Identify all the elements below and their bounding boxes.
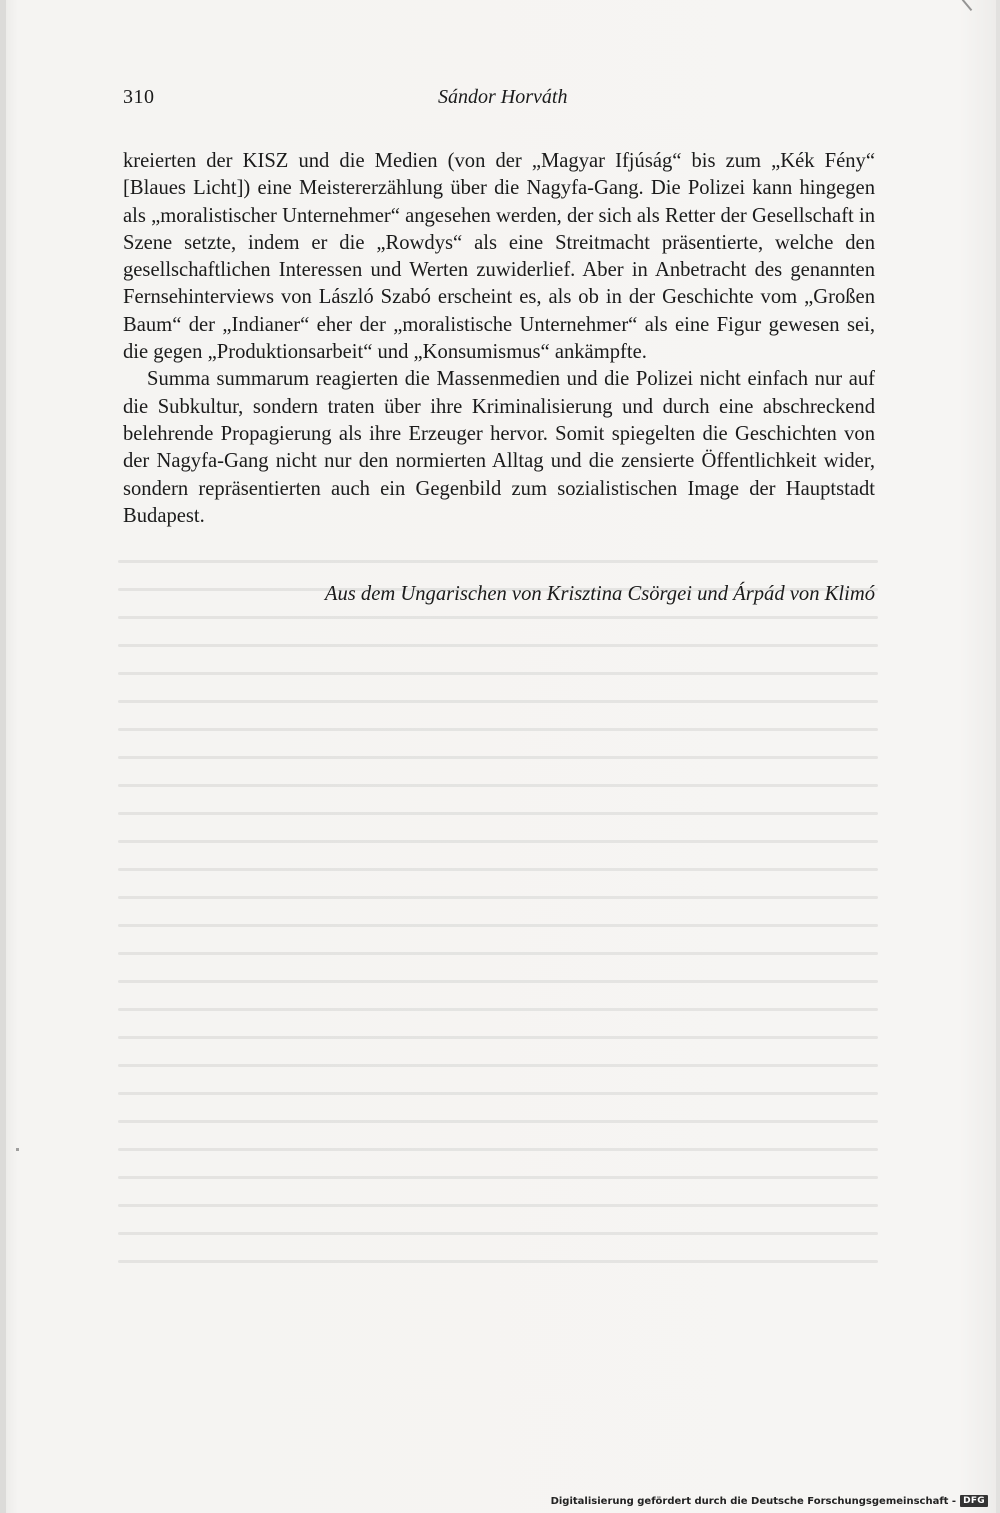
bleed-through-texture <box>118 560 878 1320</box>
scan-side-tick <box>16 1148 19 1151</box>
page-number: 310 <box>123 86 155 108</box>
body-text <box>123 148 875 530</box>
paragraph-2: Summa summarum reagierten die Massenmedien und die Polizei nicht einfach nur auf die Subkultur, sondern traten über ihre Kriminalisierung und durch eine abschreckend belehrende Propagierung als ihre Erzeuger hervor. Somit spiegelten die Geschichten von der Nagyfa-Gang nicht nur den normierten Alltag und die zensierte Öffentlichkeit wider, sondern repräsentierten auch ein Gegenbild zum sozialistischen Image der Hauptstadt Budapest. <box>123 368 875 527</box>
running-head-author: Sándor Horváth <box>438 86 568 108</box>
scan-right-edge <box>996 0 1000 1513</box>
paragraph-1: kreierten der KISZ und die Medien (von der „Magyar Ifjúság“ bis zum „Kék Fény“ [Blaues Licht]) eine Meistererzählung über die Nagyfa-Gang. Die Polizei kann hingegen als „moralistischer Unternehmer“ angesehen werden, der sich als Retter der Gesellschaft in Szene setzte, indem er die „Rowdys“ als eine Streitmacht präsentierte, welche den gesellschaftlichen Interessen und Werten zuwiderlief. Aber in Anbetracht des genannten Fernsehinterviews von László Szabó erscheint es, als ob in der Geschichte vom „Großen Baum“ der „Indianer“ eher der „moralistische Unternehmer“ als eine Figur gewesen sei, die gegen „Produktionsarbeit“ und „Konsumismus“ ankämpfte. <box>123 150 875 364</box>
digitization-credit <box>551 1495 988 1507</box>
running-head <box>123 86 883 116</box>
digitization-credit-text: Digitalisierung gefördert durch die Deutsche Forschungsgemeinschaft - <box>550 1495 957 1507</box>
dfg-logo-icon: DFG <box>960 1495 988 1507</box>
translator-credit: Aus dem Ungarischen von Krisztina Csörgei und Árpád von Klimó <box>324 583 875 605</box>
scan-left-edge <box>0 0 6 1513</box>
scan-corner-mark <box>962 0 973 11</box>
